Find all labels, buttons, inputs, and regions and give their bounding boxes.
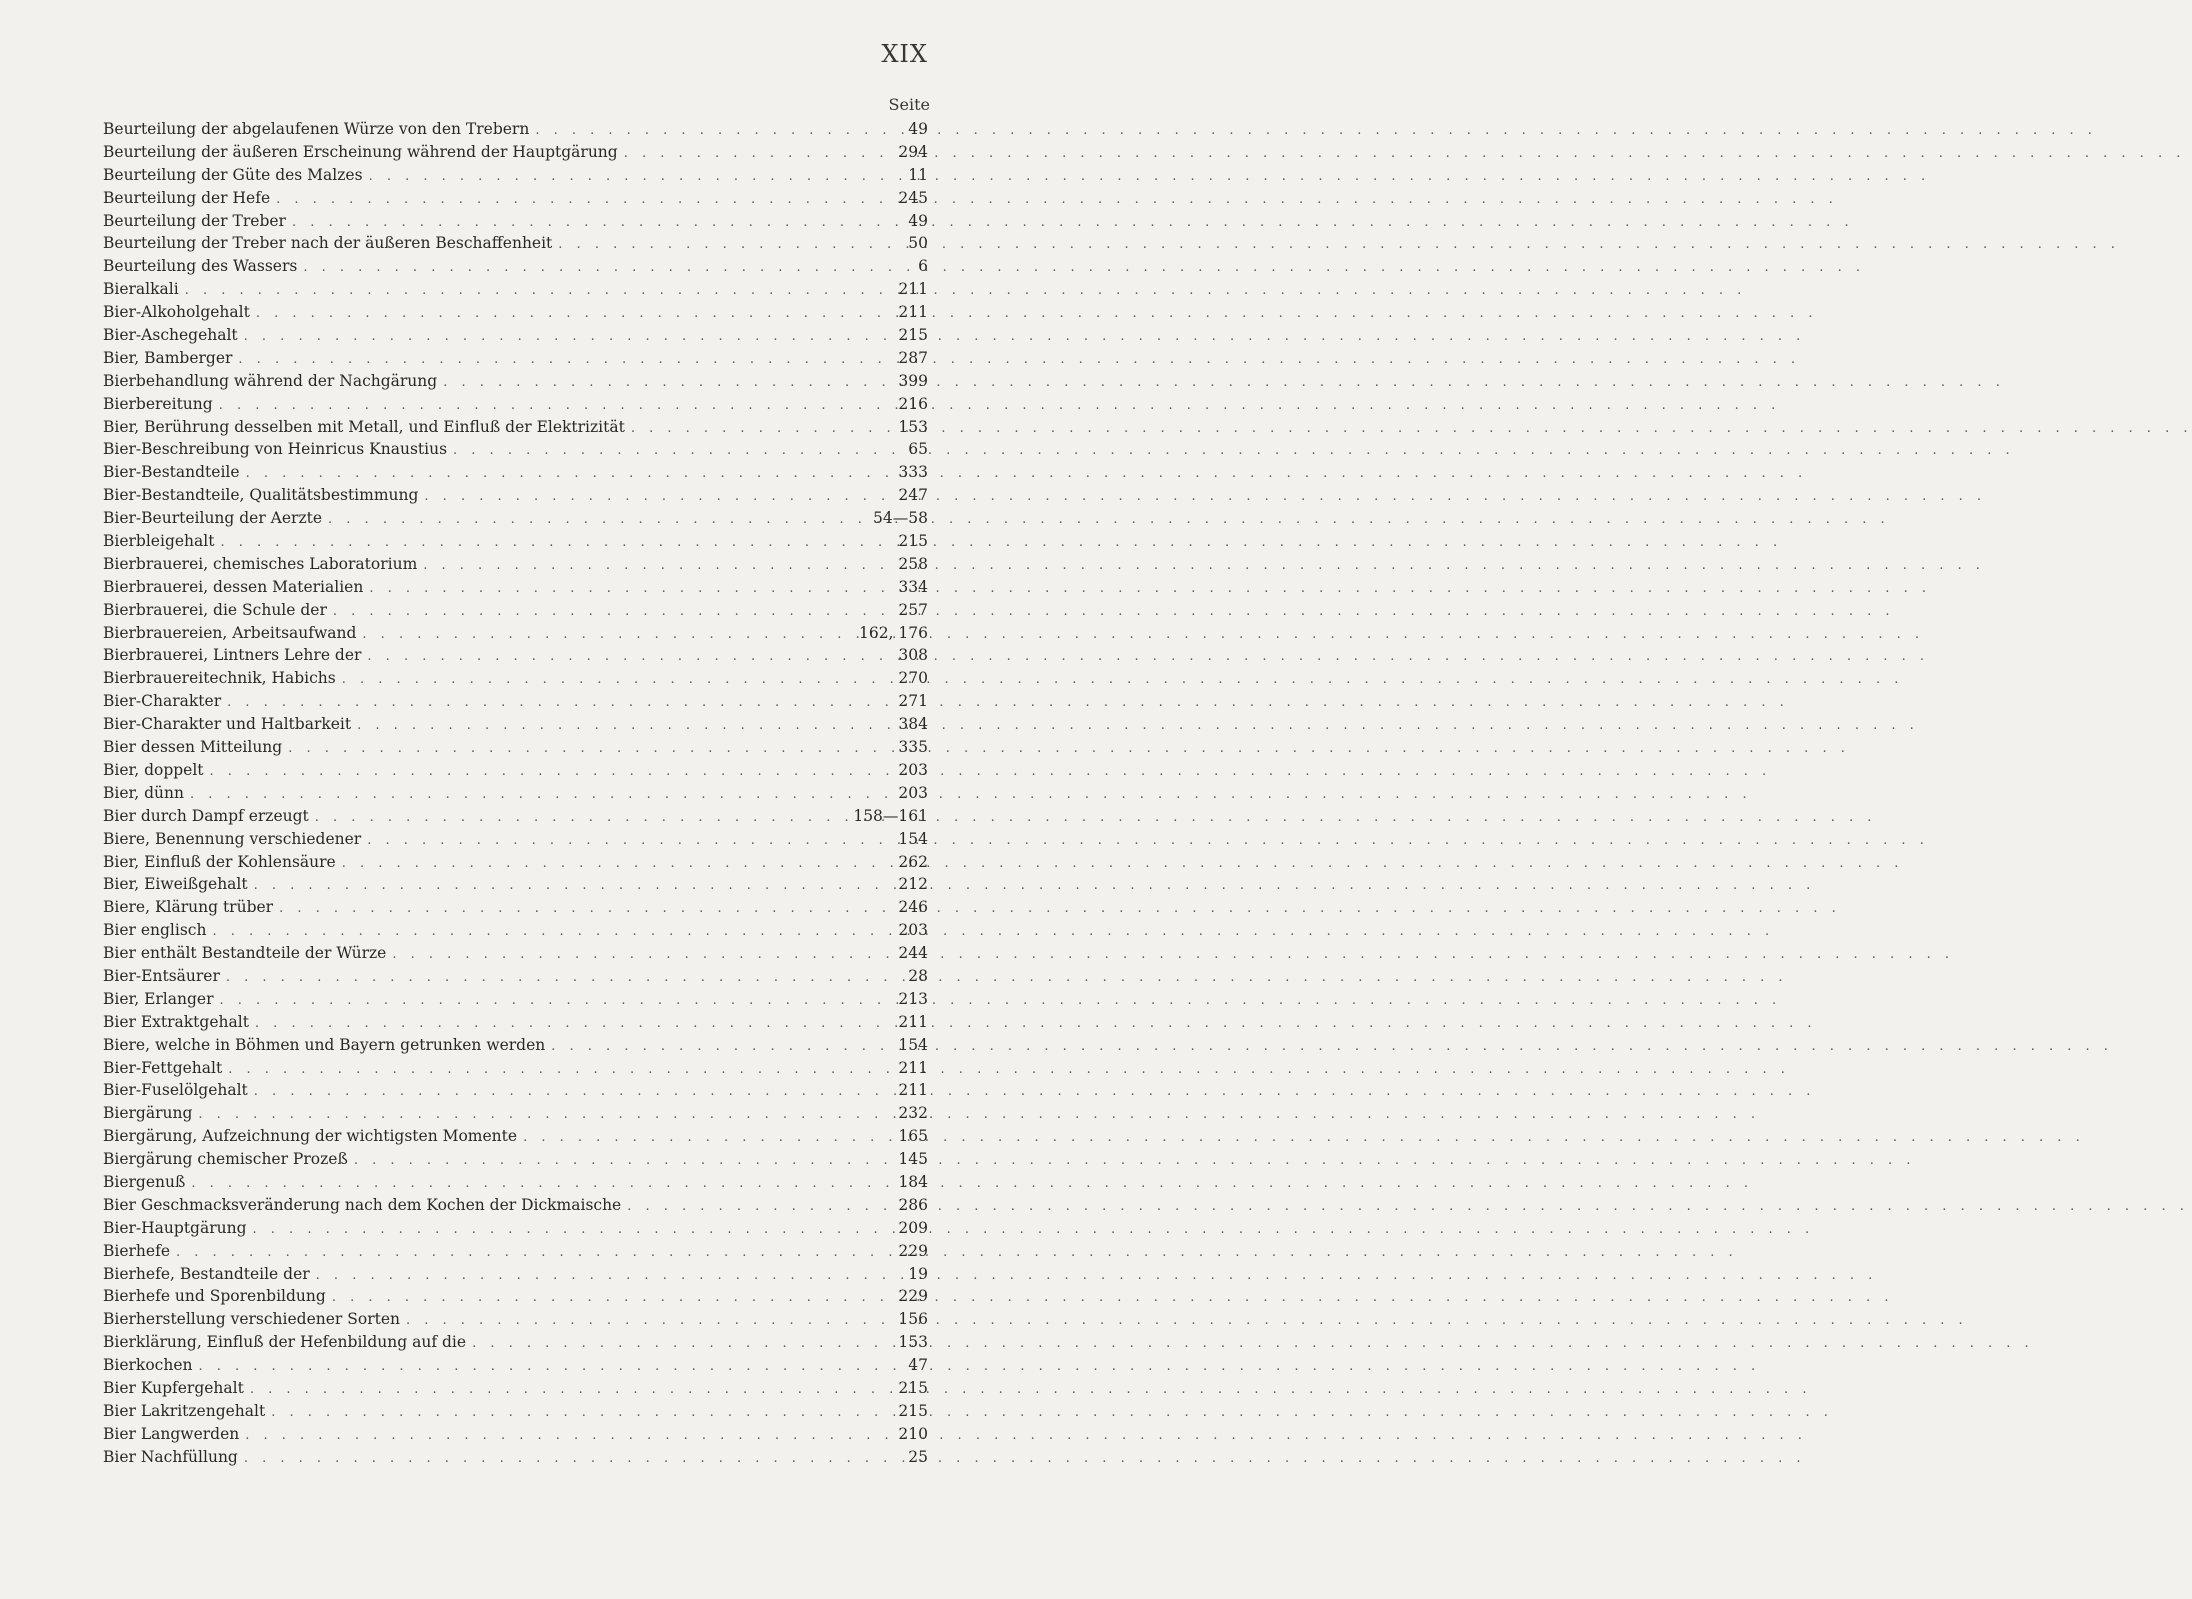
index-entry: [103, 1011, 928, 1034]
dot-leader: [316, 1265, 903, 1288]
entry-page: 247: [898, 486, 928, 505]
index-entry: [103, 347, 928, 370]
entry-page: 308: [898, 646, 928, 665]
dot-leader: [279, 898, 892, 921]
entry-page: 153: [898, 417, 928, 436]
dot-leader: [228, 1059, 892, 1082]
entry-page: 333: [898, 463, 928, 482]
entry-label: Bierbrauereitechnik, Habichs: [103, 669, 336, 688]
entry-label: Bier-Alkoholgehalt: [103, 303, 250, 322]
entry-page: 286: [898, 1195, 928, 1214]
dot-leader: [255, 1013, 892, 1036]
dot-leader: [357, 715, 892, 738]
entry-label: Bier Geschmacksveränderung nach dem Kochen der Dickmaische: [103, 1195, 622, 1214]
entry-label: Beurteilung der Treber nach der äußeren Beschaffenheit: [103, 234, 553, 253]
entry-label: Bierherstellung verschiedener Sorten: [103, 1310, 400, 1329]
dot-leader: [315, 807, 848, 830]
entry-label: Beurteilung der Hefe: [103, 188, 271, 207]
index-entry: [103, 1354, 928, 1377]
index-entry: [103, 393, 928, 416]
dot-leader: [303, 257, 912, 280]
entry-page: 294: [898, 142, 928, 161]
entry-page: 49: [908, 211, 928, 230]
index-entry: [103, 1057, 928, 1080]
entry-label: Bier dessen Mitteilung: [103, 738, 283, 757]
dot-leader: [227, 692, 892, 715]
dot-leader: [176, 1242, 892, 1265]
entry-page: 215: [898, 532, 928, 551]
index-entry: [103, 736, 928, 759]
index-entry: [103, 1034, 928, 1057]
entry-label: Bier, Einfluß der Kohlensäure: [103, 852, 336, 871]
entry-page: 213: [898, 989, 928, 1008]
entry-label: Beurteilung der abgelaufenen Würze von den Trebern: [103, 120, 530, 138]
entry-label: Beurteilung der Güte des Malzes: [103, 165, 363, 184]
dot-leader: [367, 646, 892, 669]
dot-leader: [369, 166, 903, 189]
entry-label: Biere, welche in Böhmen und Bayern getrunken werden: [103, 1035, 546, 1054]
index-entry: [103, 232, 928, 255]
entry-page: 262: [898, 852, 928, 871]
dot-leader: [342, 669, 893, 692]
entry-page: 211: [898, 1012, 928, 1031]
index-entry: [103, 210, 928, 233]
index-entry: [103, 644, 928, 667]
entry-page: 154: [898, 829, 928, 848]
entry-page: 334: [898, 577, 928, 596]
dot-leader: [558, 234, 902, 257]
dot-leader: [332, 1287, 893, 1310]
entry-label: Bier durch Dampf erzeugt: [103, 806, 309, 825]
entry-label: Bier Nachfüllung: [103, 1447, 238, 1466]
entry-page: 287: [898, 348, 928, 367]
entry-label: Bier-Bestandteile, Qualitätsbestimmung: [103, 486, 419, 505]
entry-label: Bier-Hauptgärung: [103, 1218, 247, 1237]
entry-page: 246: [898, 898, 928, 917]
entry-label: Bierklärung, Einfluß der Hefenbildung auf die: [103, 1333, 467, 1352]
dot-leader: [424, 486, 892, 509]
index-entry: [103, 1285, 928, 1308]
index-entry: [103, 255, 928, 278]
entry-page: 258: [898, 554, 928, 573]
entry-page: 158—161: [853, 806, 928, 825]
dot-leader: [244, 1448, 902, 1471]
entry-page: 210: [898, 1424, 928, 1443]
dot-leader: [190, 784, 892, 807]
index-entry: [103, 965, 928, 988]
dot-leader: [212, 921, 892, 944]
dot-leader: [472, 1333, 892, 1356]
entry-label: Bier, dünn: [103, 783, 184, 802]
entry-label: Bier-Entsäurer: [103, 966, 220, 985]
entry-label: Bier-Fettgehalt: [103, 1058, 223, 1077]
entry-label: Bierhefe: [103, 1241, 170, 1260]
dot-leader: [244, 326, 893, 349]
entry-page: 257: [898, 600, 928, 619]
dot-leader: [631, 418, 893, 441]
entry-page: 165: [898, 1127, 928, 1146]
entry-label: Bier enthält Bestandteile der Würze: [103, 944, 387, 963]
entry-page: 211: [898, 1058, 928, 1077]
index-entry: [103, 1148, 928, 1171]
entry-label: Beurteilung der Treber: [103, 211, 286, 230]
dot-leader: [369, 578, 892, 601]
entry-label: Beurteilung des Wassers: [103, 257, 298, 276]
entry-label: Bier-Charakter: [103, 692, 222, 711]
entry-label: Bier, Erlanger: [103, 989, 214, 1008]
index-entry: [103, 851, 928, 874]
entry-page: 153: [898, 1333, 928, 1352]
index-entry: [103, 599, 928, 622]
index-entry: [103, 1194, 928, 1217]
entry-page: 203: [898, 760, 928, 779]
dot-leader: [624, 143, 893, 166]
entry-label: Bierbleigehalt: [103, 532, 215, 551]
index-entry: [103, 1308, 928, 1331]
entry-label: Bierbrauerei, chemisches Laboratorium: [103, 554, 418, 573]
entry-label: Bier Langwerden: [103, 1424, 240, 1443]
entry-label: Bier, Eiweißgehalt: [103, 875, 248, 894]
index-entry: [103, 1217, 928, 1240]
entry-page: 65: [908, 440, 928, 459]
entry-label: Bieralkali: [103, 280, 179, 299]
dot-leader: [392, 944, 892, 967]
dot-leader: [535, 120, 902, 143]
entry-page: 47: [908, 1356, 928, 1375]
entry-page: 145: [898, 1150, 928, 1169]
entry-label: Bierbrauerei, die Schule der: [103, 600, 327, 619]
index-entry: [103, 1331, 928, 1354]
entry-page: 211: [898, 1081, 928, 1100]
entry-label: Biergärung: [103, 1104, 193, 1123]
dot-leader: [292, 212, 902, 235]
entry-label: Bier Extraktgehalt: [103, 1012, 249, 1031]
entry-page: 399: [898, 371, 928, 390]
entry-label: Bierbereitung: [103, 394, 213, 413]
dot-leader: [288, 738, 892, 761]
entry-label: Bier, Bamberger: [103, 348, 233, 367]
entry-page: 162, 176: [858, 623, 928, 642]
index-entry: [103, 988, 928, 1011]
index-entry: [103, 782, 928, 805]
entry-page: 49: [908, 120, 928, 138]
dot-leader: [453, 440, 902, 463]
entry-label: Bier englisch: [103, 921, 207, 940]
entry-page: 11: [908, 165, 928, 184]
index-entry: [103, 278, 928, 301]
index-entry: [103, 942, 928, 965]
index-entry: [103, 118, 928, 141]
entry-label: Biergenuß: [103, 1172, 186, 1191]
entry-label: Biere, Klärung trüber: [103, 898, 274, 917]
entry-page: 154: [898, 1035, 928, 1054]
dot-leader: [220, 532, 892, 555]
index-entry: [103, 1263, 928, 1286]
index-entry: [103, 576, 928, 599]
entry-page: 384: [898, 715, 928, 734]
entry-label: Beurteilung der äußeren Erscheinung während der Hauptgärung: [103, 142, 618, 161]
index-entry: [103, 828, 928, 851]
entry-page: 232: [898, 1104, 928, 1123]
index-entry: [103, 461, 928, 484]
index-entry: [103, 553, 928, 576]
dot-leader: [254, 1081, 893, 1104]
entry-label: Bierhefe, Bestandteile der: [103, 1264, 310, 1283]
index-entry: [103, 1400, 928, 1423]
entry-page: 244: [898, 944, 928, 963]
entry-page: 216: [898, 394, 928, 413]
index-entry: [103, 1423, 928, 1446]
entry-label: Bier-Fuselölgehalt: [103, 1081, 248, 1100]
index-entry: [103, 530, 928, 553]
index-entry: [103, 713, 928, 736]
index-entry: [103, 301, 928, 324]
entry-page: 203: [898, 783, 928, 802]
entry-page: 215: [898, 1378, 928, 1397]
dot-leader: [423, 555, 892, 578]
index-entry: [103, 416, 928, 439]
index-entry: [103, 759, 928, 782]
index-entry: [103, 507, 928, 530]
index-entry: [103, 667, 928, 690]
dot-leader: [342, 853, 893, 876]
index-entry: [103, 438, 928, 461]
dot-leader: [250, 1379, 893, 1402]
index-entry: [103, 1102, 928, 1125]
dot-leader: [406, 1310, 892, 1333]
entry-page: 271: [898, 692, 928, 711]
entry-page: 212: [898, 875, 928, 894]
dot-leader: [333, 601, 893, 624]
entry-page: 245: [898, 188, 928, 207]
entry-page: 215: [898, 326, 928, 345]
entry-label: Bier-Aschegehalt: [103, 326, 238, 345]
dot-leader: [627, 1196, 892, 1219]
dot-leader: [328, 509, 867, 532]
dot-leader: [523, 1127, 892, 1150]
entry-page: 335: [898, 738, 928, 757]
entry-label: Bier Lakritzengehalt: [103, 1401, 266, 1420]
dot-leader: [198, 1104, 892, 1127]
index-list: [103, 118, 928, 1469]
index-entry: [103, 484, 928, 507]
entry-page: 229: [898, 1287, 928, 1306]
dot-leader: [185, 280, 893, 303]
index-entry: [103, 164, 928, 187]
dot-leader: [246, 463, 893, 486]
index-entry: [103, 1125, 928, 1148]
entry-page: 211: [898, 280, 928, 299]
entry-label: Bierbrauerei, dessen Materialien: [103, 577, 364, 596]
dot-leader: [362, 624, 853, 647]
entry-label: Bier-Bestandteile: [103, 463, 240, 482]
entry-page: 229: [898, 1241, 928, 1260]
dot-leader: [198, 1356, 902, 1379]
dot-leader: [367, 830, 892, 853]
dot-leader: [220, 990, 893, 1013]
entry-page: 211: [898, 303, 928, 322]
index-entry: [103, 896, 928, 919]
dot-leader: [210, 761, 893, 784]
dot-leader: [226, 967, 902, 990]
entry-page: 270: [898, 669, 928, 688]
index-entry: [103, 1377, 928, 1400]
dot-leader: [256, 303, 893, 326]
dot-leader: [254, 875, 893, 898]
entry-label: Bier-Charakter und Haltbarkeit: [103, 715, 352, 734]
index-entry: [103, 187, 928, 210]
entry-page: 203: [898, 921, 928, 940]
entry-label: Bierbrauereien, Arbeitsaufwand: [103, 623, 357, 642]
index-entry: [103, 1171, 928, 1194]
entry-label: Bier-Beschreibung von Heinricus Knaustius: [103, 440, 448, 459]
page-number: XIX: [881, 40, 928, 68]
index-entry: [103, 805, 928, 828]
entry-page: 215: [898, 1401, 928, 1420]
entry-page: 25: [908, 1447, 928, 1466]
index-entry: [103, 690, 928, 713]
column-label-seite: Seite: [888, 95, 930, 114]
entry-label: Biere, Benennung verschiedener: [103, 829, 362, 848]
entry-page: 6: [918, 257, 928, 276]
entry-label: Bier, doppelt: [103, 760, 204, 779]
entry-label: Bierbrauerei, Lintners Lehre der: [103, 646, 362, 665]
dot-leader: [276, 189, 892, 212]
entry-page: 54—58: [873, 509, 928, 528]
dot-leader: [219, 395, 893, 418]
dot-leader: [354, 1150, 893, 1173]
entry-label: Bier, Berührung desselben mit Metall, und Einfluß der Elektrizität: [103, 417, 625, 436]
index-entry: [103, 1240, 928, 1263]
index-entry: [103, 324, 928, 347]
index-entry: [103, 873, 928, 896]
entry-label: Bierkochen: [103, 1356, 193, 1375]
dot-leader: [253, 1219, 893, 1242]
dot-leader: [191, 1173, 892, 1196]
index-entry: [103, 1079, 928, 1102]
index-entry: [103, 919, 928, 942]
dot-leader: [443, 372, 892, 395]
entry-page: 184: [898, 1172, 928, 1191]
index-entry: [103, 370, 928, 393]
entry-page: 28: [908, 966, 928, 985]
entry-label: Bier-Beurteilung der Aerzte: [103, 509, 323, 528]
entry-label: Bierbehandlung während der Nachgärung: [103, 371, 438, 390]
dot-leader: [238, 349, 892, 372]
entry-page: 50: [908, 234, 928, 253]
entry-label: Biergärung chemischer Prozeß: [103, 1150, 348, 1169]
dot-leader: [245, 1425, 892, 1448]
dot-leader: [551, 1036, 892, 1059]
entry-label: Biergärung, Aufzeichnung der wichtigsten Momente: [103, 1127, 518, 1146]
entry-label: Bier Kupfergehalt: [103, 1378, 244, 1397]
entry-page: 156: [898, 1310, 928, 1329]
index-entry: [103, 622, 928, 645]
entry-page: 19: [908, 1264, 928, 1283]
entry-label: Bierhefe und Sporenbildung: [103, 1287, 326, 1306]
entry-page: 209: [898, 1218, 928, 1237]
dot-leader: [271, 1402, 892, 1425]
index-entry: [103, 1446, 928, 1469]
index-entry: [103, 141, 928, 164]
